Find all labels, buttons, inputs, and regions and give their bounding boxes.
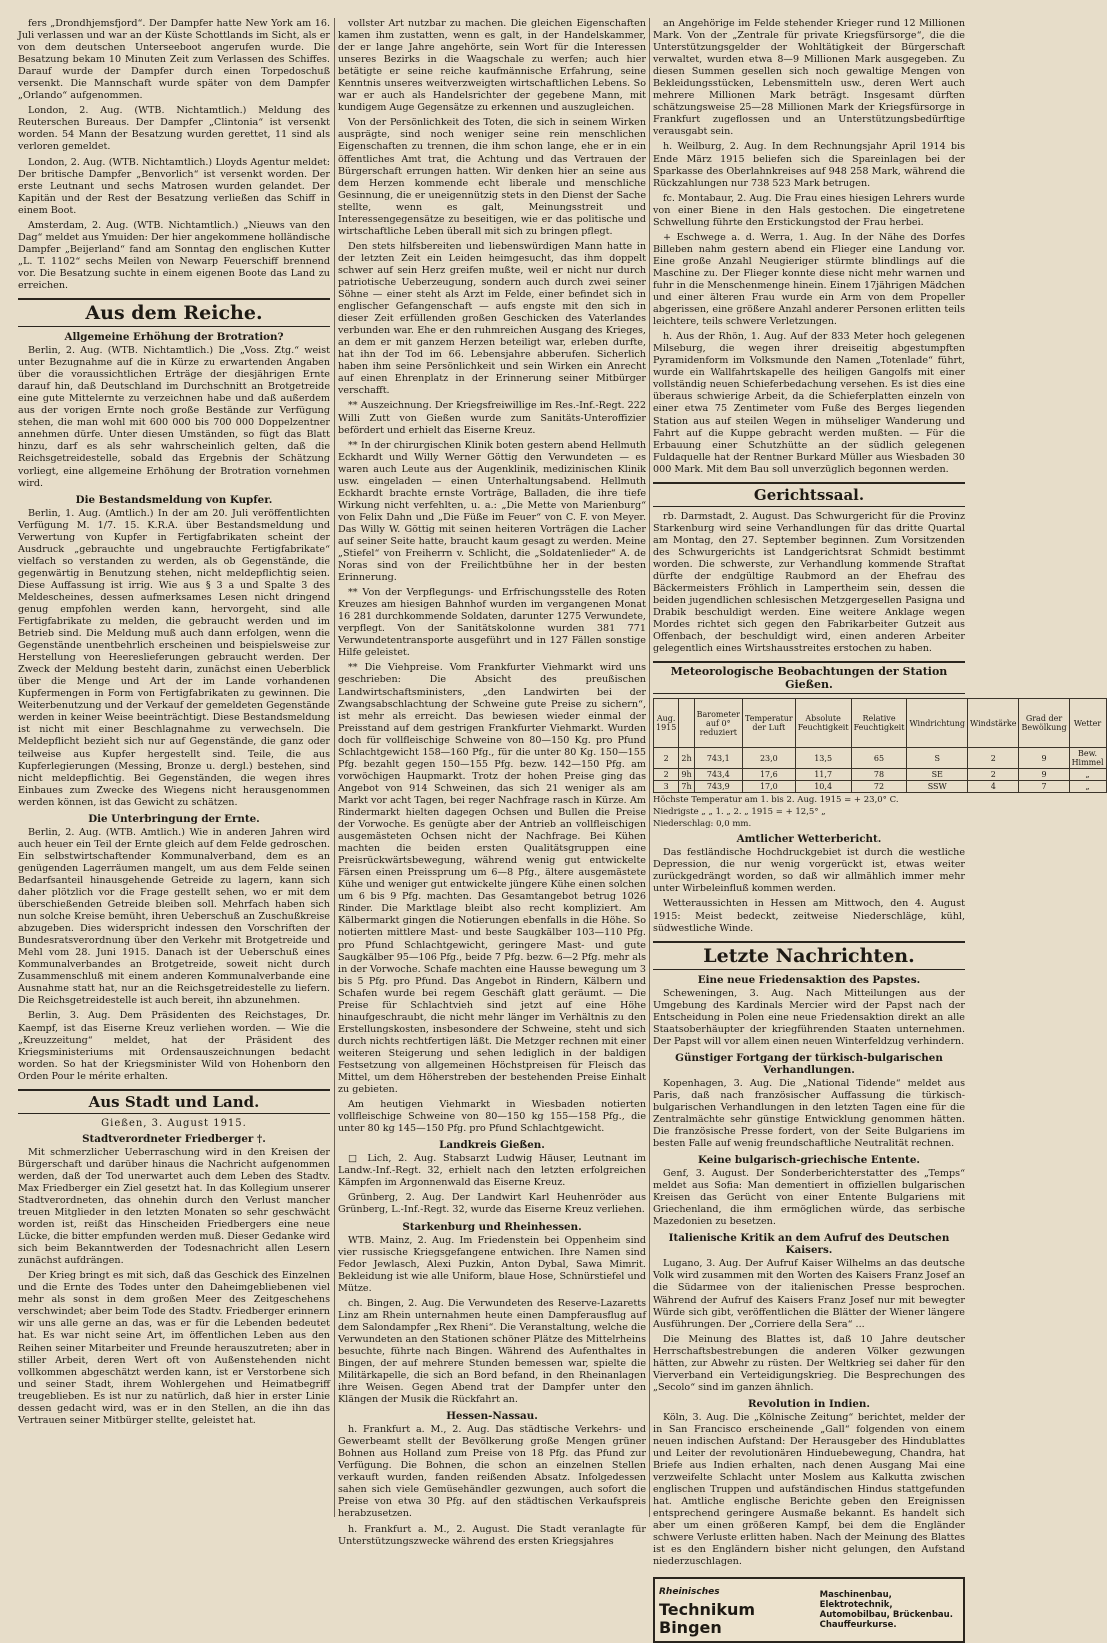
- table-cell: 743,1: [694, 748, 742, 769]
- table-header-cell: Grad der Bewölkung: [1019, 699, 1069, 748]
- table-cell: 17,0: [743, 781, 796, 793]
- table-body: [654, 748, 1107, 793]
- paragraph: ** Die Viehpreise. Vom Frankfurter Viehmarkt wird uns geschrieben: Die Absicht des preußischen Landwirtschaftsministers, „den Landwirten bei der Zwangsabschlachtung der Schweine gute Preise zu sichern“, ist mehr als erreicht. Das bewiesen wieder einmal der Preisstand auf dem gestrigen Frankfurter Viehmarkt. Wurden doch für vollfleischige Schweine von 80—150 Kg. pro Pfund Schlachtgewicht 158—160 Pfg., für die unter 80 Kg. 150—155 Pfg. bezahlt gegen 150—155 Pfg. bezw. 142—150 Pfg. am vorwöchigen Haupmarkt. Trotz der hohen Preise ging das Angebot von 914 Schweinen, das sich 21 weniger als am Markt vor acht Tagen, bei reger Nachfrage rasch in Kürze. Am Rindermarkt hielten dagegen Ochsen und Bullen die Preise der Vorwoche. Es genügte aber der Antrieb an vollfleischigen ausgemästeten Ochsen nicht der Nachfrage. Bei Kühen machten die beiden ersten Qualitätsgruppen eine Preisrückwärtsbewegung, während wenig gut entwickelte Färsen einen Preissprung um 6—8 Pfg., ältere ausgemästete Kühe und weniger gut entwickelte jüngere Kühe einen solchen um 6 bis 9 Pfg. machten. Das Gesamtangebot betrug 1026 Rinder. Die Marktlage bleibt also recht kompliziert. Am Kälbermarkt gingen die Notierungen ebenfalls in die Höhe. So notierten mittlere Mast- und beste Saugkälber 103—110 Pfg. pro Pfund Schlachtgewicht, geringere Mast- und gute Saugkälber 95—106 Pfg., beide 7 Pfg. bezw. 6—2 Pfg. mehr als in der Vorwoche. Schafe machten eine Hausse bewegung um 3 bis 5 Pfg. pro Pfund. Das Angebot in Rindern, Kälbern und Schafen wurde bei regem Geschäft glatt geräumt. — Die Preise für Schlachtvieh sind jetzt auf eine Höhe hinaufgeschraubt, die nicht mehr länger im Verhältnis zu den Erstellungskosten, insbesondere der Schweine, steht und sich durch nichts rechtfertigen läßt. Die Metzger rechnen mit einer weiteren Steigerung und sehen lediglich in der baldigen Festsetzung von allgemeinen Höchstpreisen für Fleisch das Mittel, um dem Höherstreben der bestehenden Preise Einhalt zu gebieten.: [338, 662, 646, 1096]
- met-note: Niederschlag: 0,0 mm.: [653, 819, 752, 830]
- table-cell: 65: [851, 748, 907, 769]
- paragraph: ** Von der Verpflegungs- und Erfrischungsstelle des Roten Kreuzes am hiesigen Bahnhof wurden im vergangenen Monat 16 281 durchkommende Soldaten, darunter 1275 Verwundete, verpflegt. Von der Sanitätskolonne wurden 381 771 Verwundetentransporte ausgeführt und in 127 Fällen sonstige Hilfe geleistet.: [338, 587, 646, 659]
- ad-line: Maschinenbau, Elektrotechnik,: [819, 1589, 893, 1610]
- table-header-cell: Aug. 1915: [654, 699, 679, 748]
- table-cell: 78: [851, 769, 907, 781]
- paragraph: h. Weilburg, 2. Aug. In dem Rechnungsjahr April 1914 bis Ende März 1915 beliefen sich die Spareinlagen bei der Sparkasse des Oberlahnkreises auf 948 258 Mark, während die Rückzahlungen nur 738 523 Mark betrugen.: [653, 141, 965, 189]
- table-cell: 743,4: [694, 769, 742, 781]
- paragraph: vollster Art nutzbar zu machen. Die gleichen Eigenschaften kamen ihm zustatten, wenn es galt, in der Handelskammer, der er lange Jahre angehörte, sein Wort für die Interessen unseres Bezirks in die Waagschale zu werfen; auch hier betätigte er seine reiche kaufmännische Erfahrung, seine Kenntnis unseres weitverzweigten wirtschaftlichen Lebens. So war er auch als Handelsrichter der gegebene Mann, mit kundigem Auge Gegensätze zu erkennen und auszugleichen.: [338, 18, 646, 114]
- table-cell: 10,4: [795, 781, 851, 793]
- table-row: [654, 781, 1107, 793]
- paragraph: ** Auszeichnung. Der Kriegsfreiwillige im Res.-Inf.-Regt. 222 Willi Zutt von Gießen wurde zum Sanitäts-Unteroffizier befördert und erhielt das Eiserne Kreuz.: [338, 400, 646, 436]
- paragraph: Wetteraussichten in Hessen am Mittwoch, den 4. August 1915: Meist bedeckt, zeitweise Niederschläge, kühl, südwestliche Winde.: [653, 898, 965, 934]
- subheading: Italienische Kritik an dem Aufruf des Deutschen Kaisers.: [668, 1232, 950, 1257]
- column-1: [18, 18, 330, 1517]
- table-cell: 2h: [679, 748, 694, 769]
- table-cell: S: [907, 748, 968, 769]
- table-cell: 72: [851, 781, 907, 793]
- section-title-reich: Aus dem Reiche.: [18, 298, 330, 327]
- paragraph: ** In der chirurgischen Klinik boten gestern abend Hellmuth Eckhardt und Willy Werner Göttig den Verwundeten — es waren auch Leute aus der Augenklinik, medizinischen Klinik usw. eingeladen — einen Unterhaltungsabend. Hellmuth Eckhardt brachte ernste Vorträge, Balladen, die ihre tiefe Wirkung nicht verfehlten, u. a.: „Die Mette von Marienburg“ von Felix Dahn und „Die Füße im Feuer“ von C. F. von Meyer. Das Willy W. Göttig mit seinen heiteren Vorträgen die Lacher auf seiner Seite hatte, braucht kaum gesagt zu werden. Meine „Stiefel“ von Freiherrn v. Schlicht, die „Soldatenlieder“ A. de Noras sind von der Freilichtbühne her in der besten Erinnerung.: [338, 439, 646, 584]
- table-cell: 3: [654, 781, 679, 793]
- advertisement: [653, 1577, 965, 1643]
- table-cell: 2: [654, 769, 679, 781]
- table-cell: 7h: [679, 781, 694, 793]
- subheading: Günstiger Fortgang der türkisch-bulgarischen Verhandlungen.: [675, 1051, 943, 1076]
- ad-title: [659, 1583, 814, 1637]
- paragraph: Berlin, 3. Aug. Dem Präsidenten des Reichstages, Dr. Kaempf, ist das Eiserne Kreuz verliehen worden. — Wie die „Kreuzzeitung“ meldet, hat der Präsident des Kriegsministeriums mit Ordensauszeichnungen bedacht worden. So hat der Kriegsminister Wild von Hohenborn den Orden Pour le mérite erhalten.: [18, 1010, 330, 1082]
- paragraph: Grünberg, 2. Aug. Der Landwirt Karl Heuhenröder aus Grünberg, L.-Inf.-Regt. 32, wurde das Eiserne Kreuz verliehen.: [338, 1192, 646, 1216]
- met-note: Niedrigste „ „ 1. „ 2. „ 1915 = + 12,5° „: [653, 807, 826, 818]
- paragraph: Mit schmerzlicher Ueberraschung wird in den Kreisen der Bürgerschaft und darüber hinaus die Nachricht aufgenommen werden, daß der Tod unerwartet auch dem Leben des Stadtv. Max Friedberger ein Ziel gesetzt hat. In das Kollegium unserer Stadtverordneten, das ohnehin durch den Verlust mancher treuen Mitglieder in den letzten Monaten so sehr geschwächt worden ist, reißt das Hinscheiden Friedbergers eine neue Lücke, die bitter empfunden werden muß. Dieser Gedanke wird sich beim Bekanntwerden der Todesnachricht allen Lesern zunächst aufdrängen.: [18, 1146, 330, 1267]
- table-cell: 9h: [679, 769, 694, 781]
- subheading: Eine neue Friedensaktion des Papstes.: [697, 973, 921, 986]
- subheading: Die Bestandsmeldung von Kupfer.: [75, 493, 273, 506]
- paragraph: Berlin, 2. Aug. (WTB. Nichtamtlich.) Die „Voss. Ztg.“ weist unter Bezugnahme auf die in Kürze zu erwartenden Angaben über die voraussichtlichen Erträge der diesjährigen Ernte darauf hin, daß Deutschland im Durchschnitt an Brotgetreide eine gute Mittelernte zu verzeichnen habe und daß außerdem aus der vorigen Ernte noch große Bestände zur Verfügung stehen, die man wohl mit 600 000 bis 700 000 Doppelzentner annehmen dürfe. Unter diesen Umständen, so fügt das Blatt hinzu, darf es als sehr wahrscheinlich gelten, daß die Reichsgetreidestelle, sobald das Ergebnis der Schätzung vorliegt, eine allgemeine Erhöhung der Brotration vornehmen wird.: [18, 345, 330, 489]
- table-cell: 13,5: [795, 748, 851, 769]
- column-rule: [649, 18, 650, 1517]
- subheading: Hessen-Nassau.: [446, 1410, 538, 1423]
- paragraph: Am heutigen Viehmarkt in Wiesbaden notierten vollfleischige Schweine von 80—150 kg 155—158 Pfg., die unter 80 kg 145—150 Pfg. pro Pfund Schlachtgewicht.: [338, 1099, 646, 1135]
- section-title-gericht: Gerichtssaal.: [653, 482, 965, 507]
- subheading: Allgemeine Erhöhung der Brotration?: [64, 331, 284, 344]
- column-2: [338, 18, 646, 1547]
- paragraph: Der Krieg bringt es mit sich, daß das Geschick des Einzelnen und die Ernte des Todes unter den Daheimgebliebenen viel mehr als sonst in dem großen Meer des Zeitgeschehens verschwindet; aber beim Tode des Stadtv. Friedberger erinnern wir uns alle gerne an das, was er für die Lebenden bedeutet hat. Es war nicht seine Art, im öffentlichen Leben aus den Reihen seiner Mitarbeiter und Freunde herauszutreten; aber in stiller Arbeit, deren Wert oft von Außenstehenden nicht vollkommen abgeschätzt werden kann, ist er Verstorbene sich und seiner Stadt, ihrem Wohlergehen und Heimatbegriff treugeblieben. Es ist nur zu natürlich, daß hier in erster Linie dessen gedacht wird, was er in den Stellen, an die ihn das Vertrauen seiner Mitbürger stellte, geleistet hat.: [18, 1270, 330, 1426]
- table-cell: 11,7: [795, 769, 851, 781]
- table-cell: „: [1069, 769, 1106, 781]
- paragraph: London, 2. Aug. (WTB. Nichtamtlich.) Meldung des Reuterschen Bureaus. Der Dampfer „Clintonia“ ist versenkt worden. 54 Mann der Besatzung wurden gerettet, 11 sind als verloren gemeldet.: [18, 105, 330, 153]
- paragraph: Das festländische Hochdruckgebiet ist durch die westliche Depression, die nur wenig vorgerückt ist, etwas weiter zurückgedrängt worden, so daß wir allmählich immer mehr unter Wirbeleinfluß kommen werden.: [653, 847, 965, 895]
- ad-subtitle: Rheinisches: [659, 1586, 720, 1597]
- paragraph: an Angehörige im Felde stehender Krieger rund 12 Millionen Mark. Von der „Zentrale für private Kriegsfürsorge“, die die Unterstützungsgelder der Wohltätigkeit der Bürgerschaft verwaltet, wurden etwa 8—9 Millionen Mark ausgegeben. Zu diesen Summen gesellen sich noch gewaltige Mengen von Bekleidungsstücken, Lebensmitteln usw., deren Wert auch mehrere Millionen Mark beträgt. Insgesamt dürften schätzungsweise 25—28 Millionen Mark der Kriegsfürsorge in Frankfurt zugeflossen und an Unterstützungsbedürftige verausgabt sein.: [653, 18, 965, 138]
- table-header-cell: Windrichtung: [907, 699, 968, 748]
- table-header-row: [654, 699, 1107, 748]
- table-header-cell: Temperatur der Luft: [743, 699, 796, 748]
- paragraph: fers „Drondhjemsfjord“. Der Dampfer hatte New York am 16. Juli verlassen und war an der Küste Schottlands im Sicht, als er von dem deutschen Unterseeboot angerufen wurde. Die Besatzung bekam 10 Minuten Zeit zum Verlassen des Schiffes. Darauf wurde der Dampfer durch einen Torpedoschuß versenkt. Die Mannschaft wurde später von dem Dampfer „Orlando“ aufgenommen.: [18, 18, 330, 102]
- subheading: Stadtverordneter Friedberger †.: [82, 1132, 266, 1145]
- table-cell: 7: [1019, 781, 1069, 793]
- table-header-cell: Windstärke: [968, 699, 1019, 748]
- dateline: Gießen, 3. August 1915.: [101, 1117, 247, 1129]
- paragraph: Berlin, 2. Aug. (WTB. Amtlich.) Wie in anderen Jahren wird auch heuer ein Teil der Ernte gleich auf dem Felde gedroschen. Ein selbstwirtschaftender Kommunalverband, dem es an genügenden Lagerräumen mangelt, um aus dem Felde seinen Bedarfsanteil hinausgehende Getreide zu lagern, kann sich daher plötzlich vor die Frage gestellt sehen, wo er mit dem überschießenden Getreide bleiben soll. Mehrfach haben sich nun solche Kreise bemüht, ihren Ueberschuß an Zuschußkreise abzugeben. Dies widerspricht indessen den Vorschriften der Bundesratsverordnung über den Verkehr mit Brotgetreide und Mehl vom 28. Juni 1915. Danach ist der Ueberschuß eines Kommunalverbandes an Brotgetreide, soweit nicht durch Zusammenschluß mit einem anderen Kommunalverbande eine Ausnahme statt hat, nur an die Reichsgetreidestelle zu liefern. Die Reichsgetreidestelle ist auch bereit, ihn abzunehmen.: [18, 826, 330, 1007]
- paragraph: Kopenhagen, 3. Aug. Die „National Tidende“ meldet aus Paris, daß nach französischer Auffassung die türkisch-bulgarischen Verhandlungen in den letzten Tagen eine für die Zentralmächte sehr günstige Entwicklung genommen hätten. Die französische Presse fordert, von der Seite Bulgariens im besten Falle auf wenig freundschaftliche Neutralität rechnen.: [653, 1077, 965, 1150]
- table-cell: SSW: [907, 781, 968, 793]
- table-cell: Bew. Himmel: [1069, 748, 1106, 769]
- paragraph: Köln, 3. Aug. Die „Kölnische Zeitung“ berichtet, melder der in San Francisco erscheinende „Gall“ folgenden von einem neuen indischen Aufstand: Der Herausgeber des Hindublattes und Leiter der revolutionären Hinduebewegung, Chandra, hat Briefe aus Indien erhalten, nach denen Ausgang Mai eine verzweifelte Schlacht unter Moslem aus Kalkutta zwischen englischen Truppen und aufständischen Hindus stattgefunden hat. Amtliche englische Berichte geben den Ereignissen entsprechend geringere Ausmaße bekannt. Es handelt sich aber um einen größeren Kampf, bei dem die Engländer schwere Verluste erlitten haben. Nach der Meinung des Blattes ist es den Engländern bisher nicht gelungen, den Aufstand niederzuschlagen.: [653, 1411, 965, 1568]
- section-title-meteorology: Meteorologische Beobachtungen der Station Gießen.: [653, 661, 965, 694]
- table-cell: „: [1069, 781, 1106, 793]
- section-title-letzte: Letzte Nachrichten.: [653, 941, 965, 970]
- paragraph: fc. Montabaur, 2. Aug. Die Frau eines hiesigen Lehrers wurde von einer Biene in den Hals gestochen. Die eingetretene Schwellung führte den Erstickungstod der Frau herbei.: [653, 192, 965, 228]
- table-cell: 9: [1019, 769, 1069, 781]
- ad-line: Chauffeurkurse.: [819, 1619, 897, 1630]
- paragraph: London, 2. Aug. (WTB. Nichtamtlich.) Lloyds Agentur meldet: Der britische Dampfer „Benvorlich“ ist versenkt worden. Der erste Leutnant und sechs Matrosen wurden gelandet. Der Kapitän und der Rest der Besatzung verließen das Schiff in einem Boot.: [18, 156, 330, 216]
- paragraph: h. Aus der Rhön, 1. Aug. Auf der 833 Meter hoch gelegenen Milseburg, die wegen ihrer dreiseitig abgestumpften Pyramidenform im Volksmunde den Namen „Totenlade“ führt, wurde ein Wallfahrtskapelle des heiligen Gangolfs mit einer vollständig neuen Schieferbedachung versehen. Es ist dies eine überaus schwierige Arbeit, da die Schieferplatten einzeln von einer etwa 75 Zentimeter vom Fuße des Berges liegenden Station aus auf steilen Wegen in mühseliger Wanderung und Fahrt auf die Kuppe gebracht werden mußten. — Für die Erbauung einer Schutzhütte an der südlich gelegenen Fuldaquelle hat der Rentner Burkard Müller aus Wiesbaden 30 000 Mark. Mit dem Bau soll unverzüglich begonnen werden.: [653, 331, 965, 475]
- table-cell: 17,6: [743, 769, 796, 781]
- column-3: [653, 18, 1104, 1637]
- subheading: Revolution in Indien.: [748, 1397, 870, 1410]
- column-rule: [334, 18, 335, 1517]
- ad-details: [820, 1590, 959, 1630]
- subheading: Amtlicher Wetterbericht.: [736, 833, 882, 846]
- table-cell: 743,9: [694, 781, 742, 793]
- ad-line: Automobilbau, Brückenbau.: [819, 1609, 953, 1620]
- table-cell: 9: [1019, 748, 1069, 769]
- met-note: Höchste Temperatur am 1. bis 2. Aug. 1915 = + 23,0° C.: [653, 795, 899, 806]
- paragraph: h. Frankfurt a. M., 2. August. Die Stadt veranlagte für Unterstützungszwecke während des ersten Kriegsjahres: [338, 1523, 646, 1547]
- paragraph: ch. Bingen, 2. Aug. Die Verwundeten des Reserve-Lazaretts Linz am Rhein unternahmen heute einen Dampferausflug auf dem Salondampfer „Rex Rheni“. Die Veranstaltung, welche die Verwundeten an den Stationen schöner Plätze des Mittelrheins besuchte, führte nach Bingen. Während des Aufenthaltes in Bingen, der auf mehrere Stunden bemessen war, spielte die Militärkapelle, die sich an Bord befand, in den Rheinanlagen ihre Weisen. Gegen Abend trat der Dampfer unter den Klängen der Musik die Rückfahrt an.: [338, 1297, 646, 1406]
- table-cell: 2: [654, 748, 679, 769]
- subheading: Die Unterbringung der Ernte.: [88, 812, 260, 825]
- paragraph: + Eschwege a. d. Werra, 1. Aug. In der Nähe des Dorfes Billeben nahm gestern abend ein Flieger eine Landung vor. Eine große Anzahl Neugieriger stürmte blindlings auf die Maschine zu. Der Flieger konnte diese nicht mehr warnen und fuhr in die Menschenmenge hinein. Einem 17jährigen Mädchen und einer älteren Frau wurde ein Arm von dem Propeller abgerissen, eine größere Anzahl anderer Personen erlitten teils leichtere, teils schwere Verletzungen.: [653, 231, 965, 328]
- table-row: [654, 769, 1107, 781]
- subheading: Landkreis Gießen.: [439, 1139, 545, 1152]
- table-header-cell: Relative Feuchtigkeit: [851, 699, 907, 748]
- subheading: Starkenburg und Rheinhessen.: [402, 1220, 582, 1233]
- table-header-cell: Wetter: [1069, 699, 1106, 748]
- paragraph: □ Lich, 2. Aug. Stabsarzt Ludwig Häuser, Leutnant im Landw.-Inf.-Regt. 32, erhielt nach den letzten erfolgreichen Kämpfen im Argonnenwald das Eiserne Kreuz.: [338, 1153, 646, 1189]
- table-cell: SE: [907, 769, 968, 781]
- paragraph: h. Frankfurt a. M., 2. Aug. Das städtische Verkehrs- und Gewerbeamt stellt der Bevölkerung große Mengen grüner Bohnen aus Holland zum Preise von 18 Pfg. das Pfund zur Verfügung. Die Bohnen, die schon an einzelnen Stellen verkauft wurden, fanden reißenden Absatz. Infolgedessen sahen sich viele Gemüsehändler gezwungen, auch sofort die Preise von etwa 30 Pfg. auf den städtischen Verkaufspreis herabzusetzen.: [338, 1424, 646, 1520]
- table-header-cell: [679, 699, 694, 748]
- table-header-cell: Absolute Feuchtigkeit: [795, 699, 851, 748]
- paragraph: Den stets hilfsbereiten und liebenswürdigen Mann hatte in der letzten Zeit ein Leiden heimgesucht, das ihm doppelt schwer auf sein Herz greifen mußte, weil er nicht nur durch patriotische Ueberzeugung, sondern auch durch zwei seiner Söhne — einer steht als Arzt im Felde, einer befindet sich in englischer Gefangenschaft — aufs engste mit den sich in dieser Zeit erfüllenden großen Geschicken des Vaterlandes verbunden war. Ehe er den ruhmreichen Ausgang des Krieges, an dem er mit ganzem Herzen beteiligt war, erleben durfte, hat ihn der Tod im 66. Lebensjahre abberufen. Sicherlich haben ihm seine Persönlichkeit und sein Wirken ein Anrecht auf einen Ehrenplatz in der Erinnerung seiner Mitbürger verschafft.: [338, 240, 646, 397]
- table-cell: 4: [968, 781, 1019, 793]
- paragraph: rb. Darmstadt, 2. August. Das Schwurgericht für die Provinz Starkenburg wird seine Verhandlungen für das dritte Quartal am Montag, den 27. September beginnen. Zum Vorsitzenden des Schwurgerichts ist Landgerichtsrat Schmidt bestimmt worden. Die schwerste, zur Verhandlung kommende Straftat dürfte der endgültige Raubmord an der Ehefrau des Bäckermeisters Fröhlich in Lampertheim sein, dessen die beiden jugendlichen schlesischen Metzgergesellen Pasigna und Drabik beschuldigt werden. Eine weitere Anklage wegen Mordes richtet sich gegen den Fabrikarbeiter Gutzeit aus Offenbach, der beschuldigt wird, einen anderen Arbeiter gelegentlich eines Wirtshausstreites erstochen zu haben.: [653, 510, 965, 655]
- table-cell: 23,0: [743, 748, 796, 769]
- paragraph: WTB. Mainz, 2. Aug. Im Friedenstein bei Oppenheim sind vier russische Kriegsgefangene entwichen. Ihre Namen sind Fedor Jewlasch, Alexi Puzkin, Anton Dybal, Sawa Mimrit. Bekleidung ist wie alle Uniform, blaue Hose, Schnürstiefel und Mütze.: [338, 1234, 646, 1294]
- paragraph: Von der Persönlichkeit des Toten, die sich in seinem Wirken ausprägte, sind noch weniger seine rein menschlichen Eigenschaften zu trennen, die ihm schon lange, ehe er in ein öffentliches Amt trat, die Achtung und das Vertrauen der Bürgerschaft errungen hatten. Wir denken hier an seine aus dem Herzen kommende echt liberale und menschliche Gesinnung, die er uneigennützig stets in den Dienst der Sache stellte, wenn es galt, Meinungsstreit und Interessengegensätze zu beseitigen, wie er das politische und wirtschaftliche Leben überall mit sich zu bringen pflegt.: [338, 117, 646, 237]
- table-cell: 2: [968, 769, 1019, 781]
- table-cell: 2: [968, 748, 1019, 769]
- weather-table: [653, 698, 1107, 793]
- paragraph: Amsterdam, 2. Aug. (WTB. Nichtamtlich.) „Nieuws van den Dag“ meldet aus Ymuiden: Der hier angekommene holländische Dampfer „Beijerland“ fand am Sonntag den englischen Kutter „L. T. 1102“ sechs Meilen von Newarp Feuerschiff brennend vor. Die Besatzung suchte in einem eigenen Boote das Land zu erreichen.: [18, 219, 330, 291]
- ad-name: Technikum Bingen: [659, 1599, 756, 1637]
- subheading: Keine bulgarisch-griechische Entente.: [698, 1154, 920, 1167]
- table-header-cell: Barometer auf 0° reduziert: [694, 699, 742, 748]
- paragraph: Scheweningen, 3. Aug. Nach Mitteilungen aus der Umgebung des Kardinals Mercier wird der Papst nach der Entscheidung in Polen eine neue Friedensaktion direkt an alle Staatsoberhäupter der kriegführenden Staaten unternehmen. Der Papst will vor allem einen neuen Winterfeldzug verhindern.: [653, 987, 965, 1047]
- table-row: [654, 748, 1107, 769]
- paragraph: Genf, 3. August. Der Sonderberichterstatter des „Temps“ meldet aus Sofia: Man dementiert in offiziellen bulgarischen Kreisen das Gerücht von einer Entente Bulgariens mit Griechenland, die ihm ermöglichen würde, das serbische Mazedonien zu besetzen.: [653, 1168, 965, 1228]
- paragraph: Die Meinung des Blattes ist, daß 10 Jahre deutscher Herrschaftsbestrebungen die anderen Völker gezwungen hätten, zur Abwehr zu rüsten. Der Weltkrieg sei daher für den Vierverband ein Verteidigungskrieg. Die Besprechungen des „Secolo“ sind im ganzen ähnlich.: [653, 1333, 965, 1393]
- paragraph: Berlin, 1. Aug. (Amtlich.) In der am 20. Juli veröffentlichten Verfügung M. 1/7. 15. K.R.A. über Bestandsmeldung und Verwertung von Kupfer in Fertigfabrikaten scheint der Ausdruck „gebrauchte und ungebrauchte Fertigfabrikate“ vielfach so verstanden zu werden, als ob Gegenstände, die gegenwärtig in Benutzung stehen, nicht meldepflichtig seien. Diese Auffassung ist irrig. Wie aus § 3 a und Spalte 3 des Meldescheines, dessen aufmerksames Lesen nicht dringend genug empfohlen werden kann, hervorgeht, sind alle Fertigfabrikate zu melden, die gebraucht werden und im Betrieb sind. Die Meldung muß auch dann erfolgen, wenn die Gegenstände unentbehrlich erscheinen und beispielsweise zur Herstellung von Heereslieferungen gebraucht werden. Der Zweck der Meldung besteht darin, zunächst einen Ueberblick über die Menge und Art der im Lande vorhandenen Kupfermengen in Form von Fertigfabrikaten zu gewinnen. Die Weiterbenutzung und der Verkauf der gemeldeten Gegenstände werden in keiner Weise beeinträchtigt. Diese Bestandsmeldung ist nicht mit einer Beschlagnahme zu verwechseln. Die Meldepflicht bezieht sich nur auf Gegenstände, die ganz oder teilweise aus Kupfer hergestellt sind. Teile, die aus Kupferlegierungen (Messing, Bronze u. dergl.) bestehen, sind nicht meldepflichtig. Bei Gegenständen, die wegen ihres Einbaues zum Zwecke des Wiegens nicht herausgenommen werden können, ist das Gewicht zu schätzen.: [18, 507, 330, 808]
- paragraph: Lugano, 3. Aug. Der Aufruf Kaiser Wilhelms an das deutsche Volk wird zusammen mit den Worten des Kaisers Franz Josef an die Südarmee von der italienischen Presse besprochen. Während der Aufruf des Kaisers Franz Josef nur mit bewegter Würde sich gibt, veröffentlichen die Blätter der Wiener längere Ausführungen. Der „Corriere della Sera“ ...: [653, 1258, 965, 1330]
- section-title-stadt: Aus Stadt und Land.: [18, 1089, 330, 1114]
